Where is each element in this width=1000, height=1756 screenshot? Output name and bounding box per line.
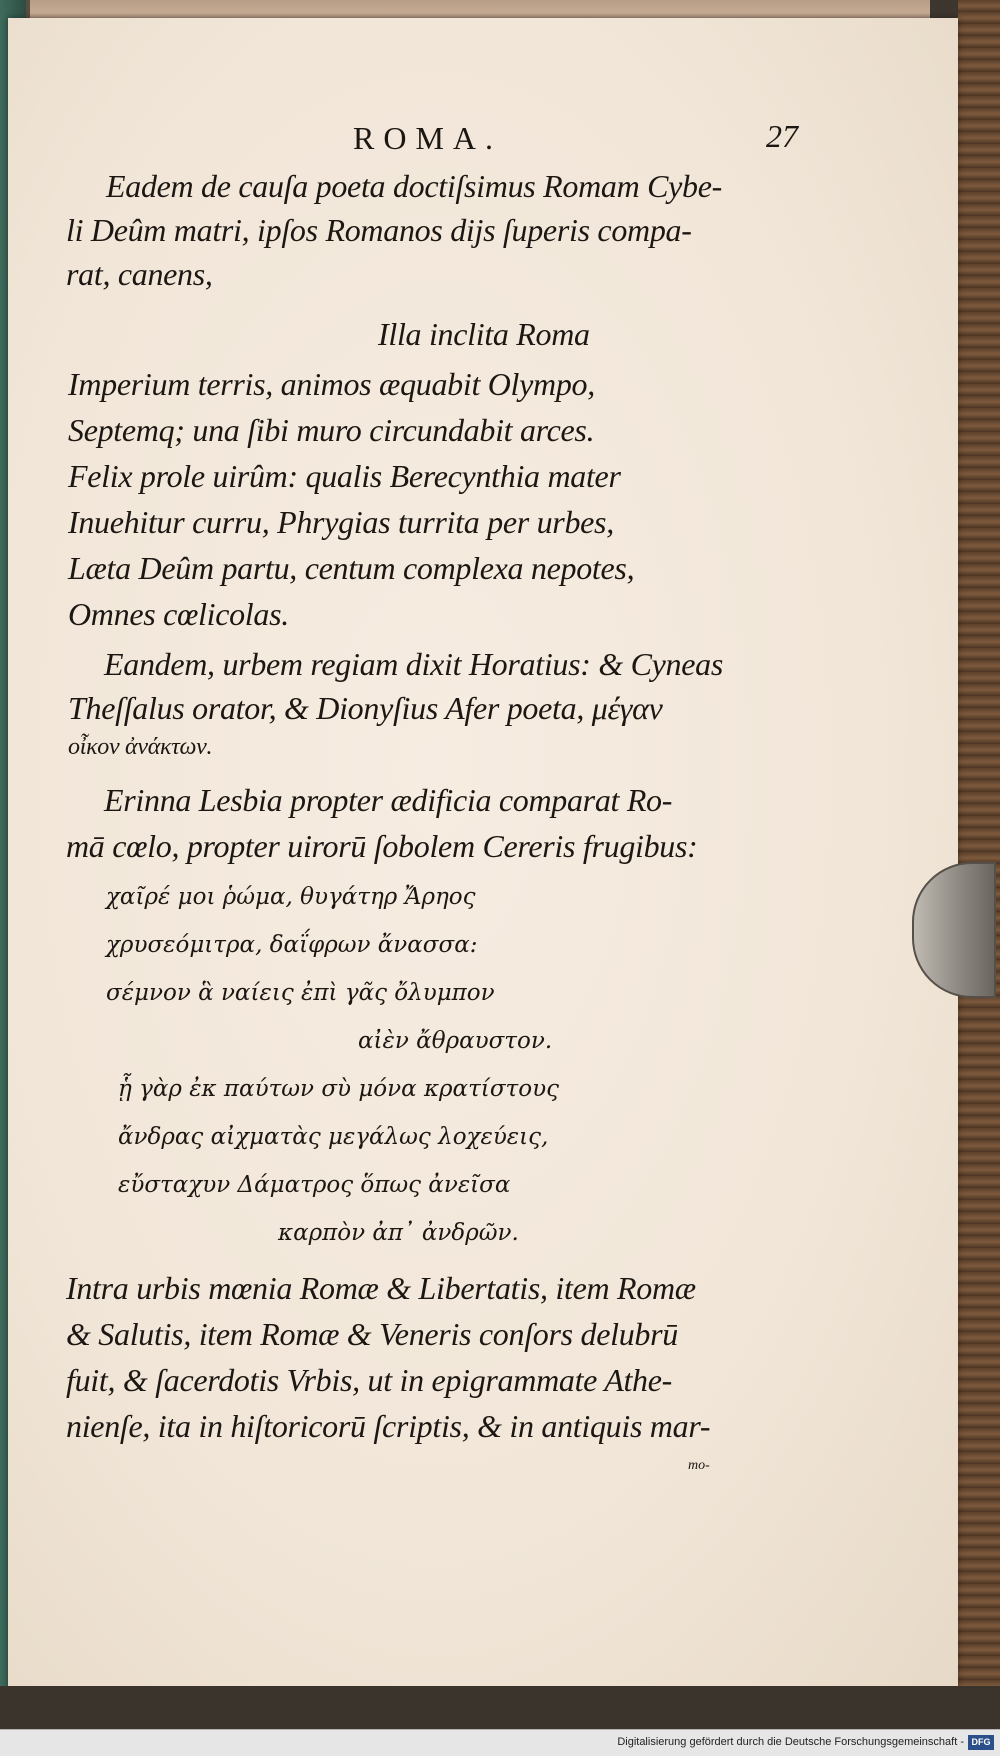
text-line: Intra urbis mœnia Romæ & Libertatis, item Romæ [66,1270,696,1306]
book-bottom-edge [0,1686,1000,1730]
text-line: rat, canens, [66,256,213,292]
text-line: οἶκον ἀνάκτων. [68,734,213,760]
verse-line: Illa inclita Roma [378,316,590,352]
dfg-logo: DFG [968,1735,994,1750]
text-line: nienſe, ita in hiſtoricorū ſcriptis, & in antiquis mar- [66,1408,711,1444]
text-line: Theſſalus orator, & Dionyſius Afer poeta, μέγαν [68,690,663,726]
verse-line: Felix prole uirûm: qualis Berecynthia mater [68,458,621,494]
verse-line: Omnes cœlicolas. [68,596,289,632]
footer-bar [0,1729,1000,1756]
text-line: fuit, & ſacerdotis Vrbis, ut in epigrammate Athe- [66,1362,672,1398]
greek-verse-line: εὔσταχυν Δάματρος ὅπως ἀνεῖσα [118,1172,511,1198]
page-number: 27 [766,118,798,154]
text-line: & Salutis, item Romæ & Veneris conſors delubrū [66,1316,678,1352]
text-line: Eandem, urbem regiam dixit Horatius: & Cyneas [104,646,724,682]
catchword: mo- [688,1458,710,1473]
greek-verse-line: ᾗ γὰρ ἐκ παύτων σὺ μόνα κρατίστους [118,1076,559,1102]
greek-verse-line: αἰὲν ἄθραυστον. [358,1028,553,1054]
book-page [8,18,958,1688]
running-head: ROMA. [353,120,503,156]
verse-line: Læta Deûm partu, centum complexa nepotes, [68,550,635,586]
greek-verse-line: χρυσεόμιτρα, δαΐφρων ἄνασσα: [106,932,478,958]
text-line: mā cœlo, propter uirorū ſobolem Cereris frugibus: [66,828,698,864]
verse-line: Inuehitur curru, Phrygias turrita per urbes, [68,504,614,540]
greek-verse-line: χαῖρέ μοι ῥώμα, θυγάτηρ Ἄρηος [106,884,476,910]
text-line: Eadem de cauſa poeta doctiſsimus Romam Cybe- [106,168,723,204]
greek-verse-line: σέμνον ἃ ναίεις ἐπὶ γᾶς ὄλυμπον [106,980,495,1006]
greek-verse-line: ἄνδρας αἰχματὰς μεγάλως λοχεύεις, [118,1124,549,1150]
funding-credit: Digitalisierung gefördert durch die Deutsche Forschungsgemeinschaft - [617,1736,964,1748]
verse-line: Imperium terris, animos æquabit Olympo, [68,366,595,402]
greek-verse-line: καρπὸν ἀπ᾽ ἀνδρῶν. [278,1220,519,1246]
text-line: li Deûm matri, ipſos Romanos dijs ſuperis compa- [66,212,692,248]
verse-line: Septemq; una ſibi muro circundabit arces. [68,412,595,448]
text-line: Erinna Lesbia propter ædificia comparat Ro- [104,782,673,818]
